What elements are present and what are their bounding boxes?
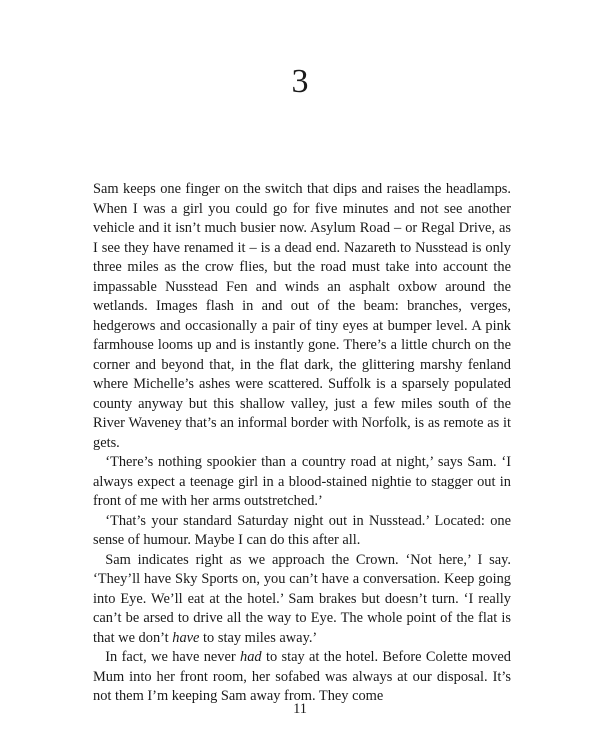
paragraph-4-text-after: to stay miles away.’ [199, 629, 318, 646]
page-number: 11 [293, 701, 307, 717]
paragraph-2: ‘There’s nothing spookier than a country road at night,’ says Sam. ‘I always expect a teenage girl in a blood-stained nightie to stagger out in front of me with her arms outstretched.’ [93, 454, 511, 509]
paragraph-4-emphasis: have [172, 629, 200, 646]
paragraph-5 [93, 648, 511, 707]
paragraph-3: ‘That’s your standard Saturday night out in Nusstead.’ Located: one sense of humour. Maybe I can do this after all. [93, 512, 511, 548]
paragraph-5-emphasis: had [240, 649, 262, 665]
chapter-number: 3 [291, 63, 309, 100]
paragraph-4 [93, 551, 511, 649]
paragraph-5-text-after: to stay at the hotel. Before Colette moved Mum into her front room, her sofabed was always at our disposal. It’s not them I’m keeping Sam away from. They come [93, 649, 511, 704]
paragraph-4-text-before: Sam indicates right as we approach the Crown. ‘Not here,’ I say. ‘They’ll have Sky Sports on, you can’t have a conversation. Keep going into Eye. We’ll eat at the hotel.’ Sam brakes but doesn’t turn. ‘I really can’t be arsed to drive all the way to Eye. The whole point of the flat is that we don’t [93, 551, 511, 646]
paragraph-1: Sam keeps one finger on the switch that dips and raises the headlamps. When I was a girl you could go for five minutes and not see another vehicle and it isn’t much busier now. Asylum Road – or Regal Drive, as I see they have renamed it – is a dead end. Nazareth to Nusstead is only three miles as the crow flies, but the road must take into account the impassable Nusstead Fen and winds an asphalt oxbow around the wetlands. Images flash in and out of the beam: branches, verges, hedgerows and occasionally a pair of tiny eyes at bumper level. A pink farmhouse looms up and is instantly gone. There’s a little church on the corner and beyond that, in the flat dark, the glittering marshy fenland where Michelle’s ashes were scattered. Suffolk is a sparsely populated county anyway but this shallow valley, just a few miles south of the River Waveney that’s an informal border with Norfolk, is as remote as it gets. [93, 181, 511, 451]
body-text [93, 180, 511, 707]
paragraph-5-text-before: In fact, we have never [105, 649, 241, 665]
